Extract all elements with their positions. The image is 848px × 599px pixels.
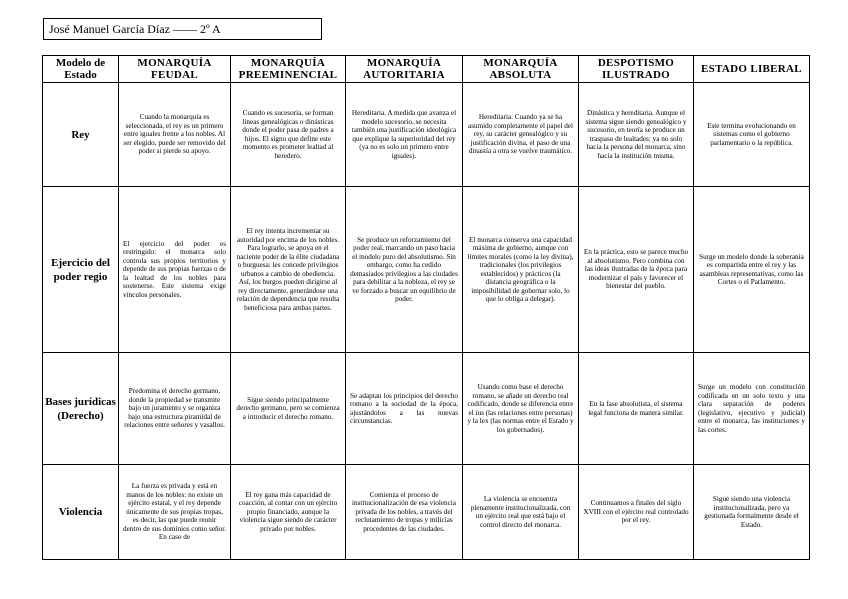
- student-name: José Manuel García Díaz —— 2º A: [49, 22, 221, 36]
- row-bases-juridicas: [43, 353, 810, 465]
- header-despotismo: DESPOTISMO ILUSTRADO: [579, 56, 694, 83]
- table-cell: Cuando es sucesoria, se forman líneas genealógicas o dinásticas donde el poder pasa de padres a hijos. El signo que define este momento es prometer lealtad al heredero.: [231, 83, 346, 187]
- table-cell: Usando como base el derecho romano, se añade un derecho real codificado, donde se diferencia entre el ius (las relaciones entre personas) y la lex (las normas entre el Estado y los gobernados).: [463, 353, 579, 465]
- header-row: [43, 56, 810, 83]
- table-cell: El rey gana más capacidad de coacción, al contar con un ejército propio financiado, aunque la violencia sigue siendo de carácter privado por nobles.: [231, 465, 346, 560]
- row-label: Rey: [43, 83, 119, 187]
- table-cell: Surge un modelo con constitución codificada en un solo texto y una clara separación de poderes (legislativo, ejecutivo y judicial) entre el monarca, las instituciones y las cortes.: [694, 353, 810, 465]
- row-ejercicio: [43, 187, 810, 353]
- header-absoluta: MONARQUÍA ABSOLUTA: [463, 56, 579, 83]
- table-cell: La violencia se encuentra plenamente institucionalizada, con un ejército real que está bajo el control directo del monarca.: [463, 465, 579, 560]
- header-feudal: MONARQUÍA FEUDAL: [119, 56, 231, 83]
- header-autoritaria: MONARQUÍA AUTORITARIA: [346, 56, 463, 83]
- table-cell: Sigue siendo una violencia institucionalizada, pero ya gestionada formalmente desde el Estado.: [694, 465, 810, 560]
- header-liberal: ESTADO LIBERAL: [694, 56, 810, 83]
- table-cell: Sigue siendo principalmente derecho germano, pero se comienza a introducir el derecho romano.: [231, 353, 346, 465]
- student-name-box: [43, 18, 322, 40]
- row-label: Bases jurídicas (Derecho): [43, 353, 119, 465]
- table-cell: Dinástica y hereditaria. Aunque el sistema sigue siendo genealógico y sucesorio, en teoría se produce un traspaso de lealtades: ya no solo hacia la persona del monarca, sino hacia la institución misma.: [579, 83, 694, 187]
- header-model: Modelo de Estado: [43, 56, 119, 83]
- table-cell: En la fase absolutista, el sistema legal funciona de manera similar.: [579, 353, 694, 465]
- table-cell: La fuerza es privada y está en manos de los nobles: no existe un ejército estatal, y el rey depende únicamente de sus propias tropas, es decir, las que puede reunir dentro de sus dominios como señor. En caso de: [119, 465, 231, 560]
- comparison-table: [42, 55, 810, 560]
- table-cell: En la práctica, esto se parece mucho al absolutismo. Pero combina con las ideas ilustradas de la época para modernizar el país y favorecer el bienestar del pueblo.: [579, 187, 694, 353]
- table-cell: Se produce un reforzamiento del poder real, marcando un paso hacia el modelo puro del absolutismo. Sin embargo, como ha cedido demasiados privilegios a las ciudades para debilitar a la nobleza, el rey se ve forzado a buscar un equilibrio de poder.: [346, 187, 463, 353]
- row-rey: [43, 83, 810, 187]
- table-cell: Cuando la monarquía es seleccionada, el rey es un primero entre iguales frente a los nobles. Al ser elegido, puede ser removido del poder si pierde su apoyo.: [119, 83, 231, 187]
- table-cell: Hereditaria. A medida que avanza el modelo sucesorio, se necesita también una justificación ideológica que explique la superioridad del rey (ya no es solo un primero entre iguales).: [346, 83, 463, 187]
- table-cell: Predomina el derecho germano, donde la propiedad se transmite bajo un juramento y se organiza bajo una estructura piramidal de relaciones entre señores y vasallos.: [119, 353, 231, 465]
- row-label: Ejercicio del poder regio: [43, 187, 119, 353]
- table-cell: Hereditaria. Cuando ya se ha asumido completamente el papel del rey, su carácter genealógico y su justificación divina, el paso de una dinastía a otra se vuelve traumático.: [463, 83, 579, 187]
- row-violencia: [43, 465, 810, 560]
- table-cell: El rey intenta incrementar su autoridad por encima de los nobles. Para lograrlo, se apoya en el naciente poder de la élite ciudadana o burguesa: les concede privilegios urbanos a cambio de obediencia. Así, los burgos pueden dirigirse al rey directamente, generándose una relación de dependencia que resulta beneficiosa para ambas partes.: [231, 187, 346, 353]
- row-label: Violencia: [43, 465, 119, 560]
- table-cell: Continuamos a finales del siglo XVIII con el ejército real controlado por el rey.: [579, 465, 694, 560]
- table-cell: El ejercicio del poder es restringido: el monarca solo controla sus propios territorios y depende de sus propias fuerzas o de la lealtad de los nobles para sostenerse. Este sistema exige vínculos personales.: [119, 187, 231, 353]
- table-cell: Se adaptan los principios del derecho romano a la sociedad de la época, ajustándolos a las nuevas circunstancias.: [346, 353, 463, 465]
- table-cell: Este termina evolucionando en sistemas como el gobierno parlamentario o la república.: [694, 83, 810, 187]
- table-cell: Comienza el proceso de institucionalización de esa violencia privada de los nobles, a través del reclutamiento de tropas y milicias procedentes de las ciudades.: [346, 465, 463, 560]
- header-preeminencial: MONARQUÍA PREEMINENCIAL: [231, 56, 346, 83]
- table-cell: Surge un modelo donde la soberanía es compartida entre el rey y las asambleas representativas, como las Cortes o el Parlamento.: [694, 187, 810, 353]
- table-cell: El monarca conserva una capacidad máxima de gobierno, aunque con límites morales (como la ley divina), tradicionales (los privilegios establecidos) y prácticos (la distancia geográfica o la imposibilidad de gobernar solo, lo que lo obliga a delegar).: [463, 187, 579, 353]
